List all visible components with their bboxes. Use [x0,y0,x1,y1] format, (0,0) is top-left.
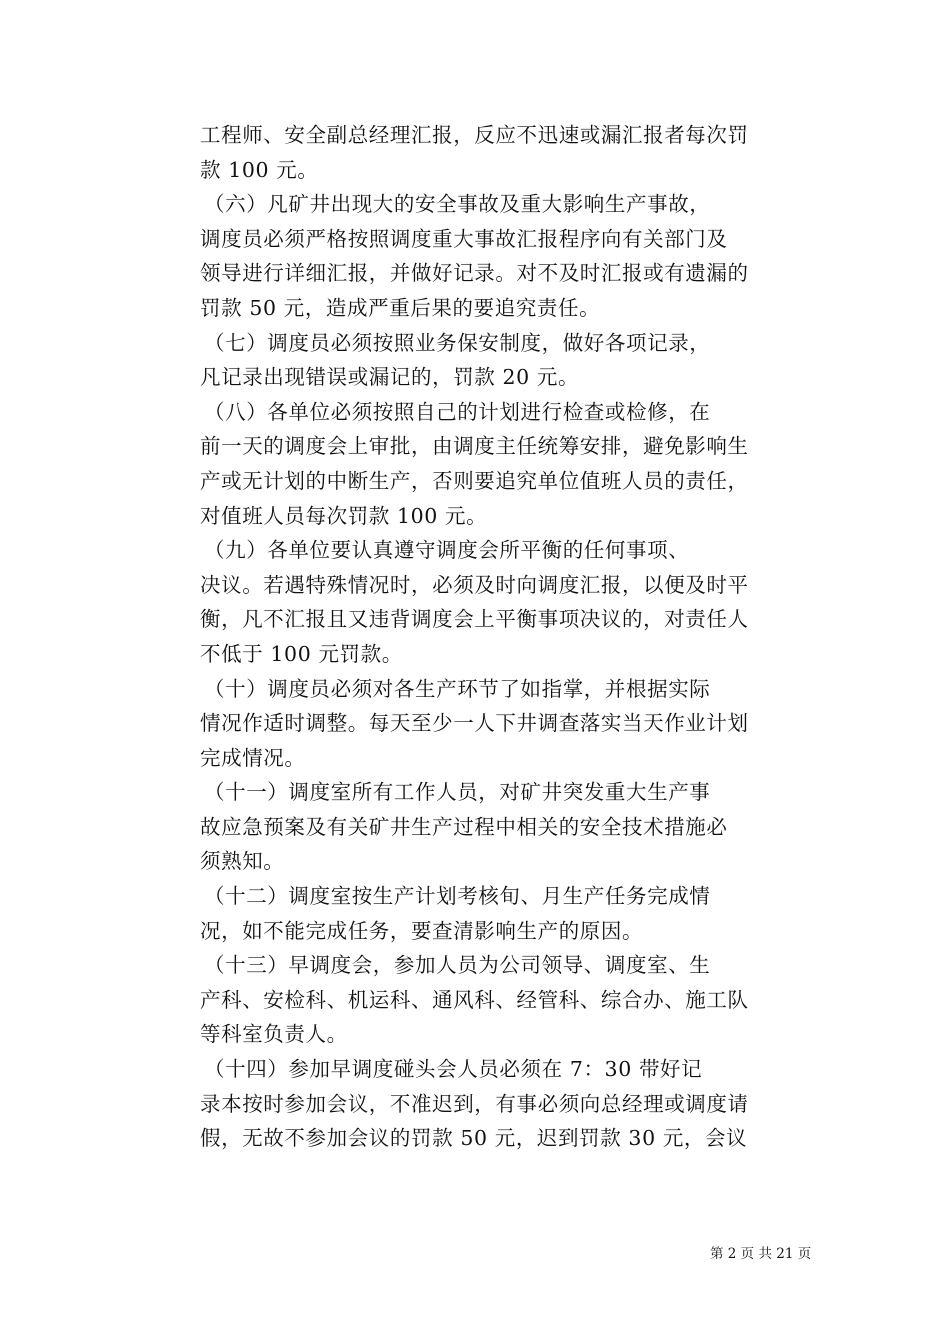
text-line: 假，无故不参加会议的罚款 50 元，迟到罚款 30 元，会议 [200,1126,748,1151]
text-line: 录本按时参加会议，不准迟到，有事必须向总经理或调度请 [200,1091,749,1116]
text-line: 凡记录出现错误或漏记的，罚款 20 元。 [200,365,580,390]
text-line: 款 100 元。 [200,157,319,182]
text-line: 调度员必须严格按照调度重大事故汇报程序向有关部门及 [200,226,728,251]
text-line: 工程师、安全副总经理汇报，反应不迅速或漏汇报者每次罚 [200,123,749,147]
clause-heading-8: （八）各单位必须按照自己的计划进行检查或检修，在 [204,399,711,424]
clause-heading-11: （十一）调度室所有工作人员，对矿井突发重大生产事 [204,780,711,805]
text-line: 况，如不能完成任务，要查清影响生产的原因。 [200,918,644,943]
text-line: 领导进行详细汇报，并做好记录。对不及时汇报或有遗漏的 [200,261,749,286]
text-line: 故应急预案及有关矿井生产过程中相关的安全技术措施必 [200,814,728,839]
text-line: 衡，凡不汇报且又违背调度会上平衡事项决议的，对责任人 [200,607,749,632]
text-line: 等科室负责人。 [200,1022,348,1047]
clause-heading-13: （十三）早调度会，参加人员为公司领导、调度室、生 [204,953,711,978]
text-line: 不低于 100 元罚款。 [200,641,403,666]
text-line: 前一天的调度会上审批，由调度主任统筹安排，避免影响生 [200,434,749,459]
clause-heading-14: （十四）参加早调度碰头会人员必须在 7：30 带好记 [204,1057,703,1082]
text-line: 产或无计划的中断生产，否则要追究单位值班人员的责任， [200,468,749,493]
text-line: 情况作适时调整。每天至少一人下井调查落实当天作业计划 [200,711,749,736]
clause-heading-10: （十）调度员必须对各生产环节了如指掌，并根据实际 [204,676,711,701]
page-number: 第 2 页 共 21 页 [710,1246,812,1262]
text-line: 罚款 50 元，造成严重后果的要追究责任。 [200,295,601,320]
clause-heading-7: （七）调度员必须按照业务保安制度，做好各项记录， [204,330,711,355]
document-body [200,118,800,1156]
text-line: 决议。若遇特殊情况时，必须及时向调度汇报，以便及时平 [200,572,749,597]
text-line: 完成情况。 [200,745,306,770]
text-line: 须熟知。 [200,849,285,874]
text-line: 产科、安检科、机运科、通风科、经管科、综合办、施工队 [200,987,749,1012]
clause-heading-9: （九）各单位要认真遵守调度会所平衡的任何事项、 [204,538,690,563]
clause-heading-6: （六）凡矿井出现大的安全事故及重大影响生产事故， [204,192,711,217]
text-line: 对值班人员每次罚款 100 元。 [200,503,488,528]
clause-heading-12: （十二）调度室按生产计划考核旬、月生产任务完成情 [204,884,711,909]
